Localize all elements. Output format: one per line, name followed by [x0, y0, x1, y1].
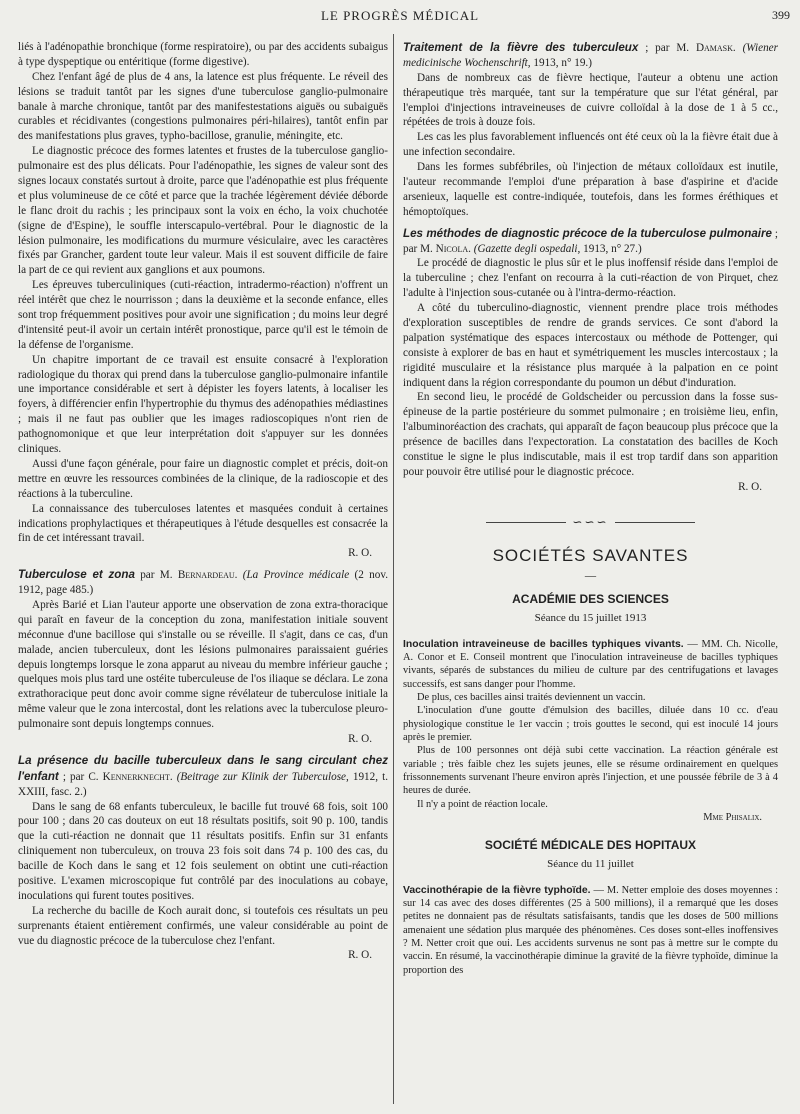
signature: R. O.	[348, 732, 372, 745]
running-title: LE PROGRÈS MÉDICAL	[320, 8, 480, 23]
column-divider	[393, 34, 394, 1104]
note-authors: — M. Netter	[590, 884, 648, 896]
page-number: 399	[772, 8, 790, 22]
note-text: emploie des doses moyennes : sur 14 cas avec des doses différentes (25 à 500 millions), il a remarqué que les doses petites ne donnaient pas de résultats satisfaisants, tandis que les doses de 500 millions amenaient une sédation plus marquée des phénomènes. Ces doses sont-elles inoffensives ? M. Netter croit que oui. Les accidents survenus ne sont pas à mettre sur le compte du vaccin. En résumé, la vaccinothérapie diminue la gravité de la fièvre typhoïde, diminue la proportion des	[403, 884, 779, 976]
paragraph: Après Barié et Lian l'auteur apporte une observation de zona extra-thoracique qui paraît en faveur de la conception du zona, manifestation initiale souvent méconnue d'une bacillose qui s'installe ou se réveille. Il s'agit, dans ce cas, d'un malade, ancien tuberculeux, dont les lésions pulmonaires paraissaient guéries depuis longtemps lorsque le zona apparut au niveau du membre inférieur gauche ; quelques mois plus tard une ostéite tuberculeuse de l'os iliaque se déclara. Le zona extrathoracique peut donc avoir comme signe révélateur de tuberculose initiale la même valeur que le zona intercostal, dont les relations avec la tuberculose pleuro-pulmonaire sont depuis longtemps connues.	[18, 598, 388, 731]
author: Damask.	[695, 42, 736, 54]
paragraph: Dans les formes subfébriles, où l'injection de métaux colloïdaux est inutile, l'auteur recommande l'emploi d'une préparation à base d'aspirine et d'acide arsenieux, laquelle est contre-indiquée, toutefois, dans les formes éréthiques et hémoptoïques.	[403, 161, 778, 218]
article-title: Traitement de la fièvre des tuberculeux	[403, 41, 639, 54]
article-heading	[18, 753, 388, 800]
right-column	[403, 40, 778, 977]
reference: 1913, n° 19.)	[530, 56, 592, 69]
byline: ; par C.	[58, 770, 103, 783]
paragraph: Dans de nombreux cas de fièvre hectique, l'auteur a obtenu une action thérapeutique très marquée, tant sur la température que sur l'état général, par l'emploi d'injections intraveineuses de cuivre colloïdal à la dose de 1 à 5 cc., répétées de trois à douze fois.	[403, 71, 778, 129]
source: (La Province médicale	[237, 569, 350, 582]
paragraph: En second lieu, le procédé de Goldscheider ou percussion dans la fosse sus-épineuse de la partie postérieure du sommet pulmonaire ; en troisième lieu, enfin, l'albuminoréaction des crachats, qui apparaît de façon beaucoup plus précoce que la présence de bacilles dans l'expectoration. La constatation des bacilles de Koch constitue le signe le plus indiscutable, mais il est trop tardif dans son apparition pour pouvoir être utilisé pour le diagnostic précoce.	[403, 391, 778, 478]
session-date: Séance du 15 juillet 1913	[534, 612, 647, 625]
author: Bernardeau.	[177, 569, 238, 582]
paragraph: La connaissance des tuberculoses latentes et masquées conduit à certaines indications prophylactiques et thérapeutiques à l'étude desquelles est consacrée la fin de cet intéressant travail.	[18, 502, 388, 545]
author: Nicola.	[435, 242, 471, 255]
note-title: Vaccinothérapie de la fièvre typhoïde.	[403, 884, 591, 896]
society-notes	[403, 884, 778, 977]
article-heading	[18, 567, 388, 598]
paragraph: Chez l'enfant âgé de plus de 4 ans, la latence est plus fréquente. Le réveil des lésions se traduit tantôt par les signes d'une tuberculose ganglio-pulmonaire banale à marche chronique, tantôt par des manifestestations aiguës ou subaiguës curables et récidivantes (congestions pulmonaires péri-hilaires), tantôt enfin par des manifestations plus graves, typho-bacillose, granulie, méningite, etc.	[18, 70, 388, 143]
paragraph: liés à l'adénopathie bronchique (forme respiratoire), ou par des accidents subaigus à type dyspeptique ou entéritique (forme digestive).	[18, 41, 388, 68]
signature: Mme Phisalix.	[703, 811, 762, 823]
note-paragraph	[403, 638, 778, 691]
paragraph: Aussi d'une façon générale, pour faire un diagnostic complet et précis, doit-on mettre en œuvre les ressources combinées de la clinique, de la radioscopie et des réactions à la tuberculine.	[18, 457, 388, 500]
society-title: ACADÉMIE DES SCIENCES	[512, 592, 669, 607]
article-title: Les méthodes de diagnostic précoce de la tuberculose pulmonaire	[403, 226, 772, 240]
paragraph: Le diagnostic précoce des formes latentes et frustes de la tuberculose ganglio-pulmonaire est des plus délicats. Pour l'adénopathie, les signes de valeur sont des signes locaux constatés surtout à droite, parce que l'adénopathie est plus fréquente et plus volumineuse de ce côté et parce que la trachée légèrement déviée déborde le flanc droit du rachis ; les principaux sont la voix en écho, la voix chuchotée (signe de d'Espine), le souffle interscapulo-vertébral. Pour le diagnostic de la lésion pulmonaire, les modifications du murmure vésiculaire, avec les caractères fixés par Grancher, gardent toute leur valeur. Mais il est souvent difficile de faire la part de ce qui revient aux ganglions et aux poumons.	[18, 145, 388, 277]
note-title: Inoculation intraveineuse de bacilles typhiques vivants.	[403, 638, 684, 650]
paragraph: La recherche du bacille de Koch aurait donc, si toutefois ces résultats un peu surprenants étaient entièrement confirmés, une valeur considérable au point de vue du diagnostic précoce de la tuberculose chez l'enfant.	[18, 904, 388, 947]
signature: R. O.	[738, 480, 762, 493]
divider-dash: —	[584, 570, 597, 583]
source: (Gazette degli ospedali,	[470, 242, 581, 255]
note-text: montrent que l'inoculation intraveineuse de bacilles typhiques vivants, séparés de substances du milieu de culture par des centrifugations et lavages successifs, est sans danger pour l'homme.	[403, 652, 778, 690]
byline: ; par M.	[638, 42, 696, 54]
article-heading	[403, 226, 778, 257]
note-paragraph: De plus, ces bacilles ainsi traités deviennent un vaccin.	[417, 692, 646, 703]
paragraph: Dans le sang de 68 enfants tuberculeux, le bacille fut trouvé 68 fois, soit 100 pour 100 ; dans 20 cas douteux on eut 18 résultats positifs, soit 90 p. 100, tandis que la cuti-réaction ne donnait que 11 résultats positifs. Enfin sur 31 enfants cliniquement non tuberculeux, on trouva 23 fois soit dans 74 p. 100 des cas, du bacille de Koch dans le sang et 12 fois seulement on obtint une cuti-réaction positive. L'examen microscopique fut contrôlé par des inoculations au cobaye, inoculations qui furent toutes positives.	[18, 800, 388, 902]
society-title: SOCIÉTÉ MÉDICALE DES HOPITAUX	[484, 838, 697, 853]
signature: R. O.	[348, 949, 372, 962]
article-title: La présence du bacille tuberculeux dans le sang circulant chez l'enfant	[18, 753, 388, 783]
article-title: Tuberculose et zona	[18, 568, 135, 582]
paragraph: Les cas les plus favorablement influencés ont été ceux où la la fièvre était due à une infection secondaire.	[403, 131, 778, 159]
paragraph: A côté du tuberculino-diagnostic, viennent prendre place trois méthodes d'exploration susceptibles de rendre de grands services. Ce sont d'abord la palpation systématique des espaces intercostaux ou méthode de Pottenger, qui consiste à explorer de bas en haut et symétriquement les muscles intercostaux ; la rigidité musculaire et la résistance plus marquée à la palpation en ce point indiquent dans la région correspondante du poumon un début d'induration.	[403, 302, 778, 389]
ornament-divider: ∽∽∽	[403, 515, 778, 531]
signature: R. O.	[348, 547, 372, 560]
byline: par M.	[134, 569, 178, 582]
note-paragraph: Il n'y a point de réaction locale.	[417, 798, 548, 810]
source: (Wiener medicinische Wochenschrift,	[403, 42, 778, 69]
reference: 1913, n° 27.)	[580, 242, 642, 255]
note-authors: — MM. Ch. Nicolle, A. Conor et E. Conseil	[403, 638, 778, 664]
reference: (2 nov. 1912, page 485.)	[18, 569, 389, 597]
reference: 1912, t. XXIII, fasc. 2.)	[18, 770, 389, 798]
note-paragraph: L'inoculation d'une goutte d'émulsion des bacilles, diluée dans 10 cc. d'eau physiologique constitue le 1er vaccin ; trois gouttes le second, qui est inoculé 14 jours après le premier.	[403, 705, 778, 743]
article-heading	[403, 40, 778, 71]
session-date: Séance du 11 juillet	[547, 858, 634, 871]
society-notes	[403, 638, 778, 824]
source: (Beitrage zur Klinik der Tuberculose,	[172, 770, 349, 783]
paragraph: Un chapitre important de ce travail est ensuite consacré à l'exploration radiologique du thorax qui prend dans la tuberculose ganglio-pulmonaire infantile une importance considérable et sert à dépister les foyers latents, à localiser les foyers, à différencier enfin l'hypertrophie du thymus des adénopathies médiastines ; mais il ne faut pas oublier que les images radioscopiques n'ont rien de pathognomonique et que leur interprétation doit s'appuyer sur les données cliniques.	[18, 353, 388, 456]
paragraph: Les épreuves tuberculiniques (cuti-réaction, intradermo-réaction) n'offrent un réel intérêt que chez le nourrisson ; dans la deuxième et la seconde enfance, elles sont trop fréquemment positives pour avoir une signification ; du moins leur degré d'intensité peut-il avoir un certain intérêt pronostique, parce qu'il est le témoin de la défense de l'organisme.	[18, 279, 388, 351]
paragraph: Le procédé de diagnostic le plus sûr et le plus inoffensif réside dans l'emploi de la tuberculine ; chez l'enfant on recourra à la cuti-réaction de von Pirquet, chez l'adulte à l'injection sous-cutanée ou à l'intra-dermo-réaction.	[403, 257, 778, 300]
note-paragraph: Plus de 100 personnes ont déjà subi cette vaccination. La réaction générale est variable ; très faible chez les sujets jeunes, elle se résume ordinairement en quelques frissonnements survenant l'heure environ après l'injection, et une poussée fébrile de 3 à 4 heures de durée.	[403, 745, 778, 797]
note-paragraph	[403, 884, 778, 977]
author: Kennerknecht.	[102, 770, 173, 783]
page-header	[0, 6, 800, 28]
left-column	[18, 40, 388, 963]
section-title: SOCIÉTÉS SAVANTES	[492, 545, 689, 565]
byline: ; par M.	[403, 227, 778, 255]
